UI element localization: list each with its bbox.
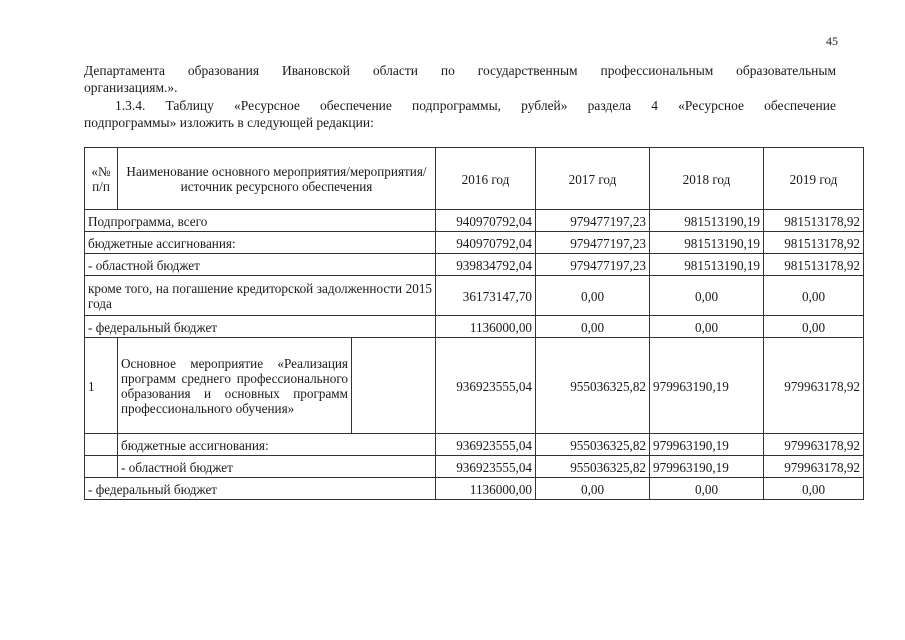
- row-label: кроме того, на погашение кредиторской задолженности 2015 года: [85, 276, 436, 316]
- header-name: Наименование основного мероприятия/мероприятия/источник ресурсного обеспечения: [118, 148, 436, 210]
- cell-2017: 979477197,23: [536, 210, 650, 232]
- header-2016: 2016 год: [436, 148, 536, 210]
- resource-table: [84, 147, 864, 500]
- cell-2018: 979963190,19: [650, 456, 764, 478]
- cell-2017: 955036325,82: [536, 456, 650, 478]
- table-row: [85, 338, 864, 434]
- cell-2018: 981513190,19: [650, 232, 764, 254]
- cell-2016: 940970792,04: [436, 210, 536, 232]
- row-number: 1: [85, 338, 118, 434]
- empty-cell: [85, 434, 118, 456]
- row-label: - федеральный бюджет: [85, 478, 436, 500]
- cell-2019: 979963178,92: [764, 434, 864, 456]
- cell-2018: 0,00: [650, 276, 764, 316]
- paragraph-1-line-2: организациям.».: [84, 80, 178, 95]
- cell-2019: 0,00: [764, 276, 864, 316]
- header-2019: 2019 год: [764, 148, 864, 210]
- cell-2017: 0,00: [536, 316, 650, 338]
- cell-2017: 0,00: [536, 276, 650, 316]
- empty-cell: [85, 456, 118, 478]
- paragraph-2-line-1: 1.3.4. Таблицу «Ресурсное обеспечение подпрограммы, рублей» раздела 4 «Ресурсное обеспечение: [115, 98, 836, 113]
- cell-2018: 0,00: [650, 478, 764, 500]
- cell-2016: 940970792,04: [436, 232, 536, 254]
- cell-2017: 955036325,82: [536, 338, 650, 434]
- header-num: «№ п/п: [85, 148, 118, 210]
- cell-2019: 981513178,92: [764, 232, 864, 254]
- cell-2019: 0,00: [764, 478, 864, 500]
- cell-2018: 979963190,19: [650, 338, 764, 434]
- cell-2017: 979477197,23: [536, 254, 650, 276]
- table-row: [85, 478, 864, 500]
- paragraph-1-line-1: Департамента образования Ивановской области по государственным профессиональным образовательным: [84, 63, 836, 78]
- cell-2016: 939834792,04: [436, 254, 536, 276]
- cell-2018: 981513190,19: [650, 254, 764, 276]
- cell-2016: 936923555,04: [436, 338, 536, 434]
- row-label: - федеральный бюджет: [85, 316, 436, 338]
- cell-2016: 1136000,00: [436, 316, 536, 338]
- row-label: Подпрограмма, всего: [85, 210, 436, 232]
- cell-2016: 36173147,70: [436, 276, 536, 316]
- page-number: 45: [826, 34, 838, 48]
- table-row: [85, 316, 864, 338]
- cell-2018: 979963190,19: [650, 434, 764, 456]
- row-label: Основное мероприятие «Реализация программ среднего профессионального образования и основных программ профессионального обучения»: [118, 338, 352, 434]
- table-row: [85, 210, 864, 232]
- row-label: - областной бюджет: [118, 456, 436, 478]
- cell-2019: 979963178,92: [764, 338, 864, 434]
- row-label: бюджетные ассигнования:: [118, 434, 436, 456]
- header-2017: 2017 год: [536, 148, 650, 210]
- cell-2019: 0,00: [764, 316, 864, 338]
- table-row: [85, 254, 864, 276]
- cell-2016: 1136000,00: [436, 478, 536, 500]
- table-header-row: [85, 148, 864, 210]
- paragraph-2-line-2: подпрограммы» изложить в следующей редакции:: [84, 115, 374, 130]
- cell-2019: 981513178,92: [764, 210, 864, 232]
- table-row: [85, 232, 864, 254]
- empty-cell: [352, 338, 436, 434]
- cell-2019: 981513178,92: [764, 254, 864, 276]
- cell-2018: 0,00: [650, 316, 764, 338]
- table-row: [85, 456, 864, 478]
- cell-2016: 936923555,04: [436, 434, 536, 456]
- cell-2017: 979477197,23: [536, 232, 650, 254]
- cell-2017: 955036325,82: [536, 434, 650, 456]
- row-label: - областной бюджет: [85, 254, 436, 276]
- table-row: [85, 276, 864, 316]
- header-2018: 2018 год: [650, 148, 764, 210]
- table-row: [85, 434, 864, 456]
- row-label: бюджетные ассигнования:: [85, 232, 436, 254]
- cell-2018: 981513190,19: [650, 210, 764, 232]
- cell-2019: 979963178,92: [764, 456, 864, 478]
- cell-2016: 936923555,04: [436, 456, 536, 478]
- cell-2017: 0,00: [536, 478, 650, 500]
